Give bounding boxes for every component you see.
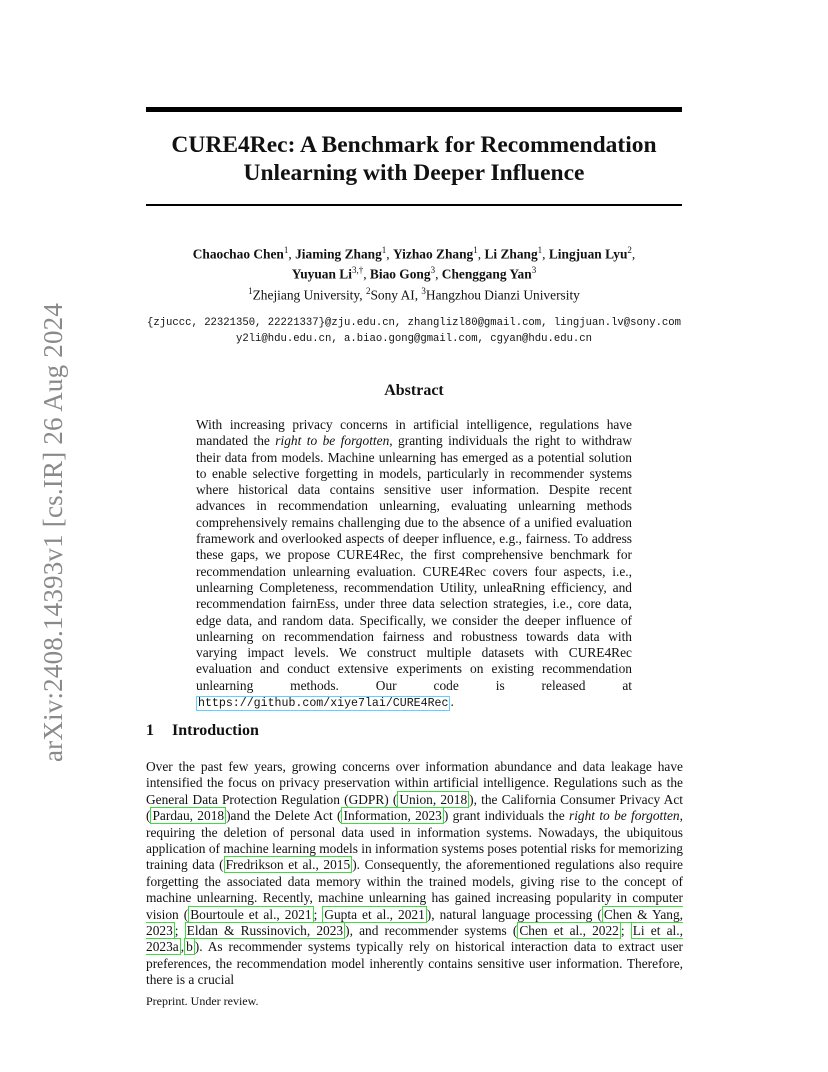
- author-affil: 1: [473, 245, 478, 255]
- author-name: Lingjuan Lyu: [548, 246, 628, 262]
- citation-link[interactable]: Bourtoule et al., 2021: [190, 906, 312, 922]
- author-affil: 3,†: [351, 265, 364, 276]
- abstract-text: , granting individuals the right to withdraw their data from models. Machine unlearning has emerged as a potential solution to enable selective forgetting in models, particularly in recommender systems where historical data contains sensitive user information. Despite recent advances in recommendation unlearning, evaluating unlearning methods comprehensively remains challenging due to the absence of a unified evaluation framework and overlooked aspects of deeper influence, e.g., fairness. To address these gaps, we propose CURE4Rec, the first comprehensive benchmark for recommendation unlearning evaluation. CURE4Rec covers four aspects, i.e., unlearning Completeness, recommendation Utility, unleaRning efficiency, and recommendation fairnEss, under three data selection strategies, i.e., core data, edge data, and random data. Specifically, we consider the deeper influence of unlearning on recommendation fairness and robustness towards data with varying impact levels. We construct multiple datasets with CURE4Rec evaluation and conduct extensive experiments on existing recommendation unlearning methods. Our code is released at: [196, 433, 632, 693]
- title-line-2: Unlearning with Deeper Influence: [243, 160, 585, 186]
- abstract-emphasis: right to be forgotten: [275, 433, 390, 449]
- intro-text: , requiring the deletion of personal data used in information systems. Nowadays, the ubiquitous application of machine learning models in information systems poses potential risks for memorizing training data (: [146, 808, 683, 873]
- intro-text: ,: [180, 939, 185, 955]
- intro-paragraph: [146, 759, 683, 989]
- intro-text: ), the California Consumer Privacy Act (: [146, 791, 683, 824]
- section-title: Introduction: [172, 722, 259, 739]
- author-name: Yizhao Zhang: [393, 246, 474, 262]
- author-name: Li Zhang: [484, 246, 538, 262]
- footer-note: Preprint. Under review.: [146, 994, 259, 1008]
- citation-link[interactable]: Li et al., 2023a: [146, 923, 683, 955]
- author-name: Chaochao Chen: [192, 246, 284, 262]
- intro-text: ) grant individuals the: [443, 808, 569, 824]
- intro-text: ), and recommender systems (: [345, 923, 518, 939]
- author-affil: 1: [537, 245, 543, 255]
- citation-link[interactable]: Eldan & Russinovich, 2023: [186, 923, 344, 939]
- citation-link[interactable]: Fredrikson et al., 2015: [225, 857, 351, 873]
- arxiv-stamp: arXiv:2408.14393v1 [cs.IR] 26 Aug 2024: [38, 302, 68, 762]
- affil-mark: 3: [421, 285, 426, 296]
- intro-text: ;: [313, 906, 323, 922]
- affil-mark: 1: [248, 285, 253, 296]
- citation-link[interactable]: Union, 2018: [399, 791, 468, 807]
- email-line-1: {zjuccc, 22321350, 22221337}@zju.edu.cn, zhanglizl80@gmail.com, lingjuan.lv@sony.com: [146, 317, 681, 329]
- author-name: Jiaming Zhang: [295, 246, 382, 262]
- paper-title: [146, 131, 682, 187]
- section-number: 1: [146, 722, 154, 739]
- affiliation: Zhejiang University,: [252, 287, 363, 303]
- author-affil: 3: [430, 265, 436, 276]
- author-line-1: Chaochao Chen$^1$, Jiaming Zhang$^1$, Yizhao Zhang$^1$, Li Zhang$^1$, Lingjuan Lyu$^2$,: [192, 245, 636, 262]
- title-bottom-rule: [146, 204, 682, 206]
- author-affil: 3: [531, 265, 537, 276]
- author-affil: 1: [381, 245, 387, 255]
- citation-link[interactable]: Pardau, 2018: [152, 808, 225, 824]
- section-heading: [146, 722, 259, 740]
- author-affil: 2: [627, 245, 632, 255]
- intro-text: Over the past few years, growing concerns over information abundance and data leakage have intensified the focus on privacy preservation within artificial intelligence. Regulations such as the General Data Protection Regulation (GDPR) (: [146, 759, 683, 807]
- abstract-heading: Abstract: [384, 382, 444, 399]
- intro-emphasis: right to be forgotten: [568, 808, 680, 824]
- citation-link[interactable]: Chen et al., 2022: [519, 923, 619, 939]
- intro-text: ). Consequently, the aforementioned regulations also require forgetting the associated data memory within the trained models, giving rise to the concept of machine unlearning. Recently, machine unlearning has gained increasing popularity in computer vision (: [146, 857, 684, 922]
- author-block: [146, 242, 682, 303]
- intro-text: ;: [620, 923, 631, 939]
- abstract-text: With increasing privacy concerns in artificial intelligence, regulations have mandated the: [196, 417, 632, 449]
- intro-text: )and the Delete Act (: [226, 808, 342, 824]
- author-affil: 1: [283, 245, 289, 255]
- abstract-body: [196, 417, 632, 712]
- author-name: Chenggang Yan: [441, 266, 532, 282]
- affiliation: Hangzhou Dianzi University: [425, 287, 580, 303]
- affiliations: [146, 283, 682, 303]
- affil-mark: 2: [365, 285, 371, 296]
- title-line-1: CURE4Rec: A Benchmark for Recommendation: [171, 132, 657, 158]
- code-link[interactable]: https://github.com/xiye7lai/CURE4Rec: [198, 697, 449, 711]
- author-line-2: Yuyuan $Li^{3,\dagger}$, Biao Gong$^3$, Chenggang Yan$^3$: [291, 265, 537, 282]
- citation-link[interactable]: Gupta et al., 2021: [324, 906, 425, 922]
- author-emails: [146, 315, 682, 347]
- citation-link[interactable]: Information, 2023: [343, 808, 442, 824]
- intro-text: ), natural language processing (: [426, 906, 602, 922]
- author-name: Biao Gong: [369, 266, 431, 282]
- email-line-2: y2li@hdu.edu.cn, a.biao.gong@gmail.com, cgyan@hdu.edu.cn: [235, 333, 592, 345]
- intro-text: ). As recommender systems typically rely on historical interaction data to extract user preferences, the recommendation model inherently contains sensitive user information. Therefore, there is a crucial: [146, 939, 683, 988]
- author-name: Yuyuan Li: [291, 266, 352, 282]
- citation-link[interactable]: Chen & Yang, 2023: [146, 906, 684, 939]
- affiliation: Sony AI,: [370, 287, 419, 303]
- citation-link[interactable]: b: [186, 939, 193, 955]
- abstract-text: .: [450, 694, 454, 710]
- intro-text: ;: [174, 923, 185, 939]
- title-top-rule: [146, 107, 682, 112]
